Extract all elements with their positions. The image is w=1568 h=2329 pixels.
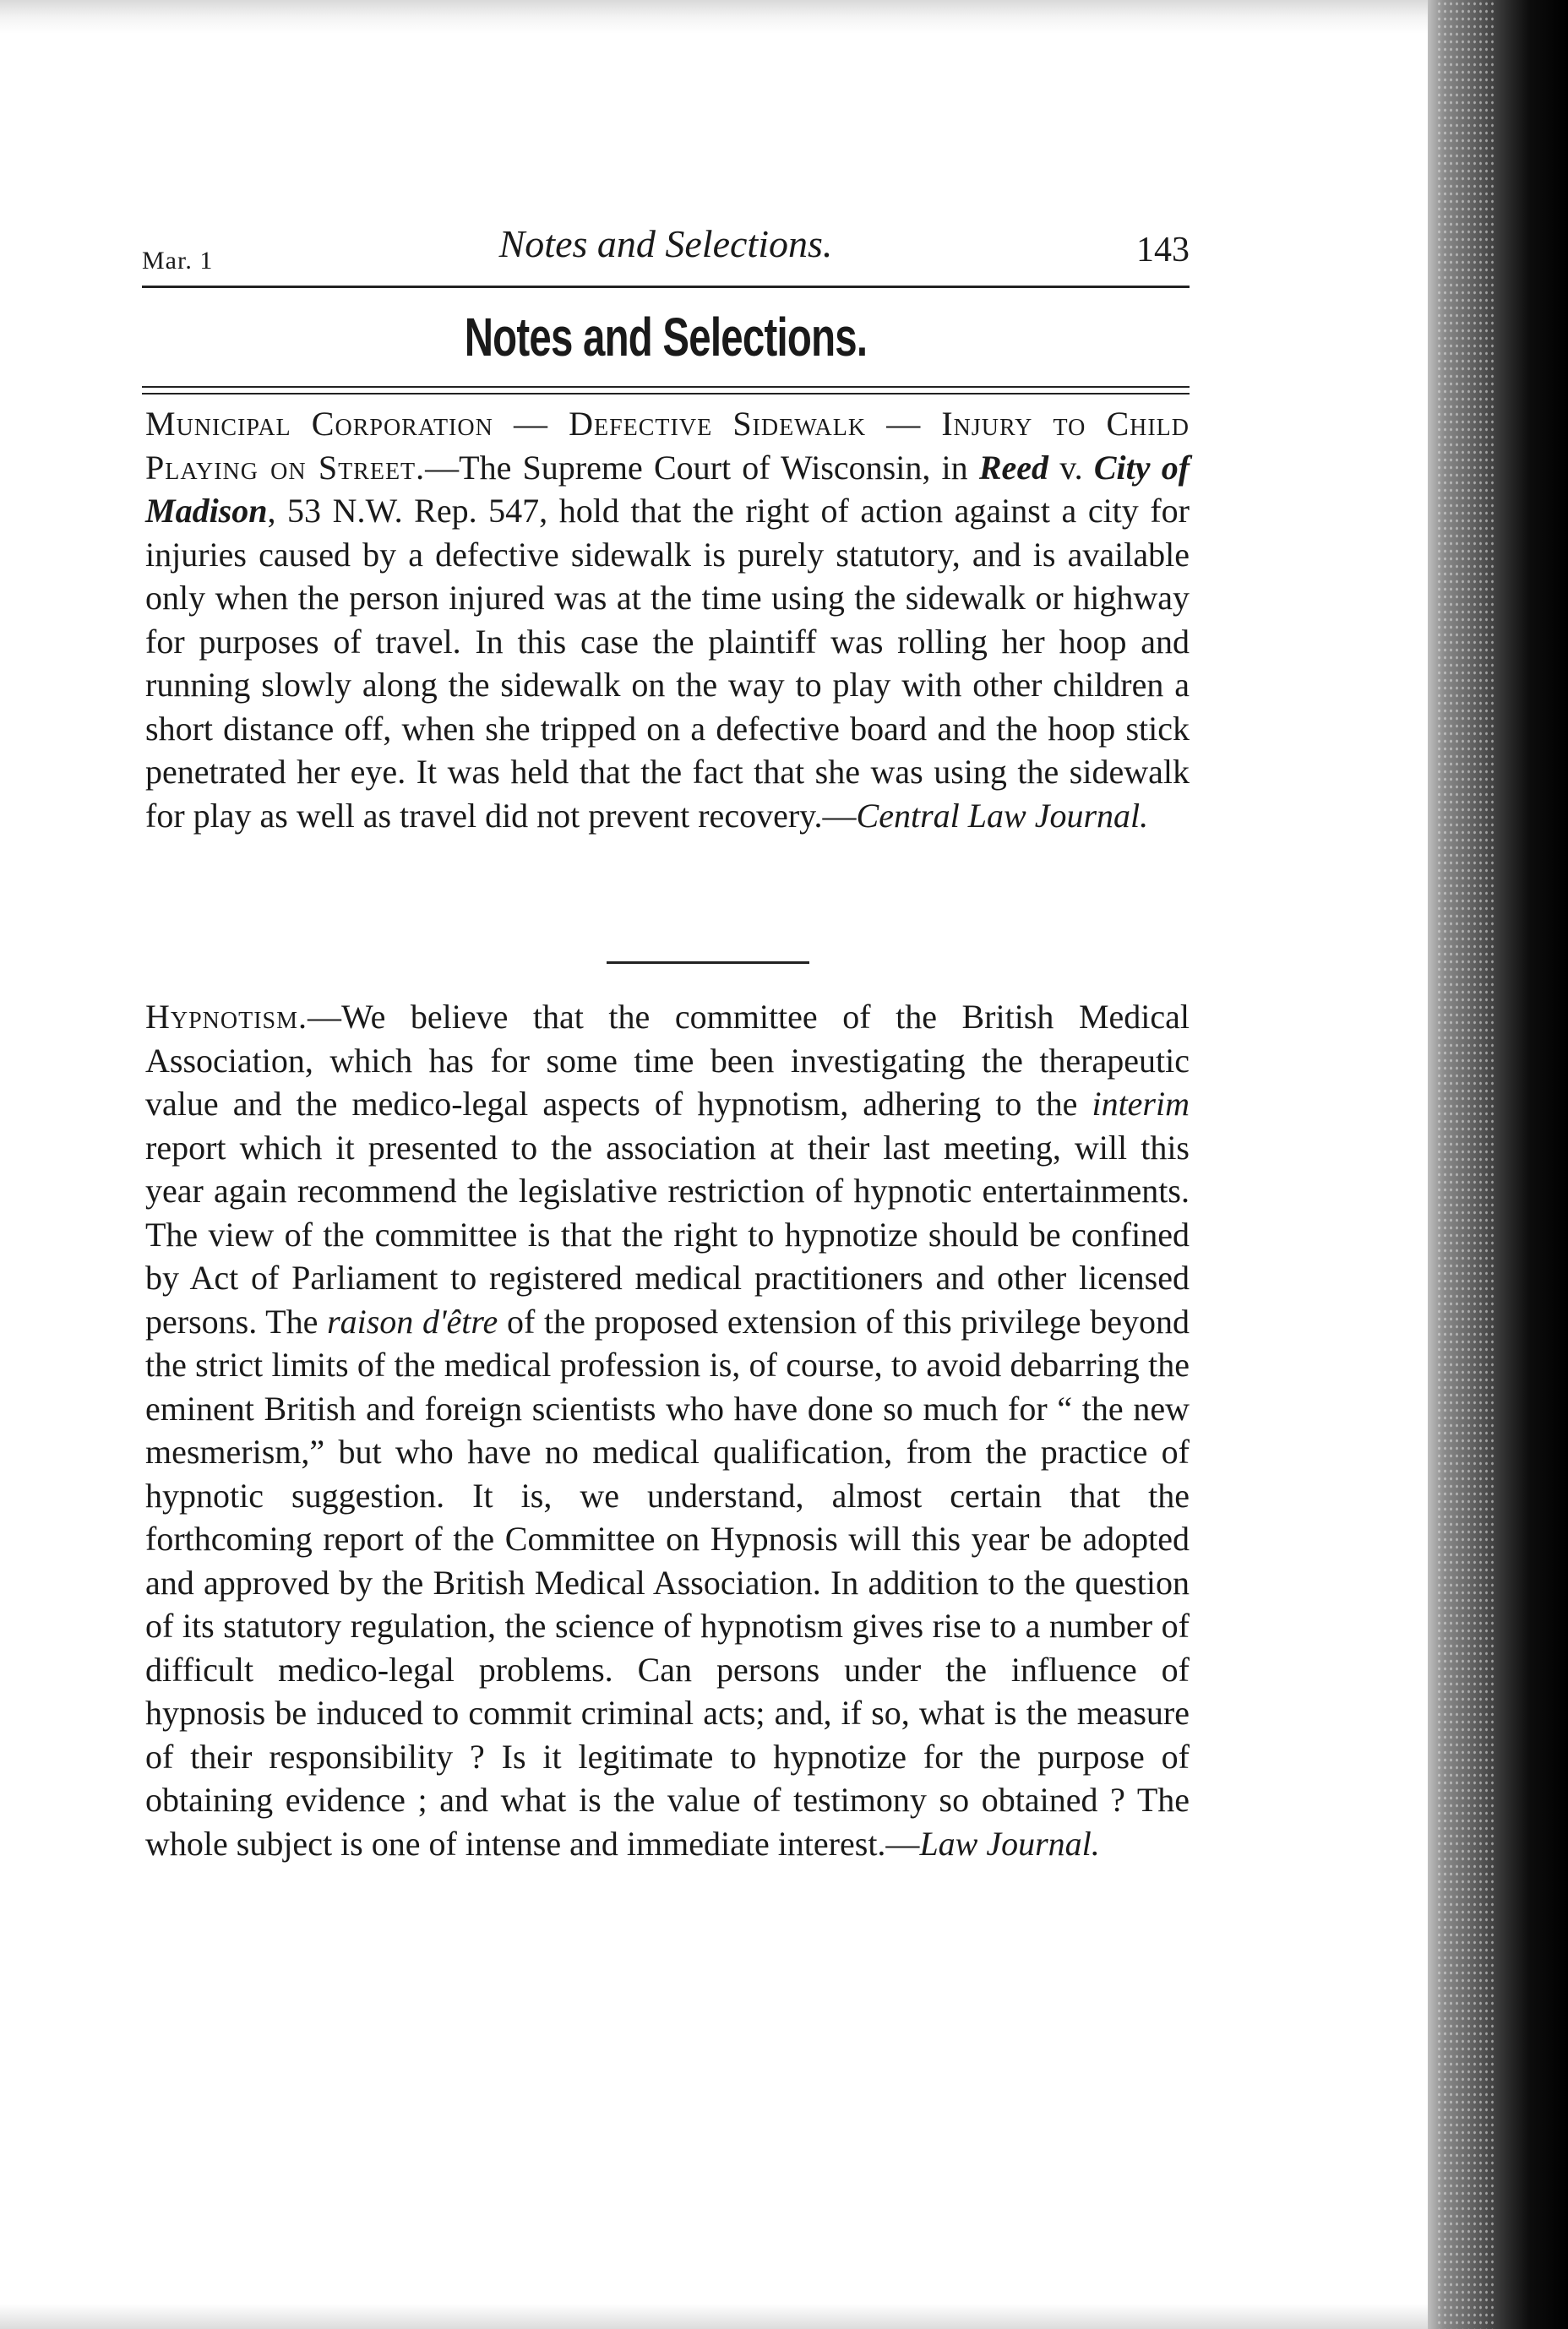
running-head-date: Mar. 1 xyxy=(142,247,214,275)
article-body: , 53 N.W. Rep. 547, hold that the right of action against a city for injuries caused by a defective sidewalk is purely statutory, and is available only when the person injured was at the time using the sidewalk or highway for purposes of travel. In this case the plaintiff was rolling her hoop and running slowly along the sidewalk on the way to play with other children a short distance off, when she tripped on a defective board and the hoop stick penetrated her eye. It was held that the fact that she was using the sidewalk for play as well as travel did not prevent recovery.— xyxy=(145,492,1190,835)
case-name-madison: City of Madison xyxy=(145,448,1190,530)
scan-top-shadow xyxy=(0,0,1436,34)
article-lead: —The Supreme Court of Wisconsin, in xyxy=(425,448,979,487)
running-head xyxy=(142,221,1190,289)
case-name-reed: Reed xyxy=(978,448,1049,487)
article-source: Law Journal. xyxy=(919,1824,1100,1863)
article-body-part-1: —We believe that the committee of the British Medical Association, which has for some time been investigating the therapeutic value and the medico-legal aspects of hypnotism, adhering to the xyxy=(145,998,1190,1123)
page-number: 143 xyxy=(1136,231,1190,269)
header-rule xyxy=(142,286,1190,288)
article-municipal-corporation xyxy=(145,402,1190,837)
article-source: Central Law Journal. xyxy=(856,796,1149,835)
article-headline: Municipal Corporation — Defective Sidewalk — Injury to Child Playing on Street. xyxy=(145,405,1190,487)
heading-double-rule xyxy=(142,386,1190,395)
running-head-title: Notes and Selections. xyxy=(498,222,833,265)
book-spine-texture xyxy=(1436,0,1495,2329)
section-heading: Notes and Selections. xyxy=(464,307,868,367)
article-hypnotism xyxy=(145,995,1190,1865)
scan-bottom-shadow xyxy=(0,2304,1436,2329)
article-headline: Hypnotism. xyxy=(145,998,308,1036)
italic-raison-detre: raison d'être xyxy=(327,1302,498,1341)
italic-interim: interim xyxy=(1092,1085,1190,1123)
case-versus: v. xyxy=(1048,448,1094,487)
article-body-part-2: report which it presented to the association at their last meeting, will this year again recommend the legislative restriction of hypnotic entertainments. The view of the committee is that the right to hypnotize should be confined by Act of Parliament to registered medical practitioners and other licensed persons. The xyxy=(145,1128,1190,1341)
article-separator xyxy=(607,961,809,964)
article-body-part-3: of the proposed extension of this privilege beyond the strict limits of the medical profession is, of course, to avoid debarring the eminent British and foreign scientists who have done so much for “ the new mesmerism,” but who have no medical qualification, from the practice of hypnotic suggestion. It is, we understand, almost certain that the forthcoming report of the Committee on Hypnosis will this year be adopted and approved by the British Medical Association. In addition to the question of its statutory regulation, the science of hypnotism gives rise to a number of difficult medico-legal problems. Can persons under the influence of hypnosis be induced to commit criminal acts; and, if so, what is the measure of their responsibility ? Is it legitimate to hypnotize for the purpose of obtaining evidence ; and what is the value of testimony so obtained ? The whole subject is one of intense and immediate interest.— xyxy=(145,1302,1190,1863)
